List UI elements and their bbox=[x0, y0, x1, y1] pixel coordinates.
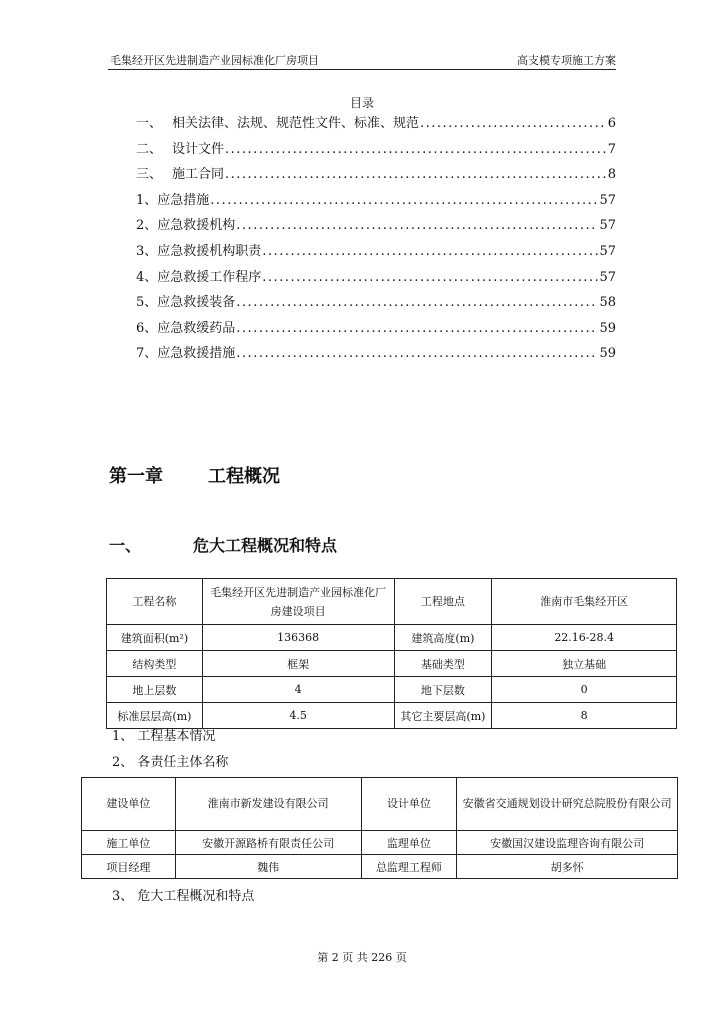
toc-item[interactable] bbox=[136, 189, 616, 215]
table-cell: 监理单位 bbox=[361, 831, 457, 855]
toc-item-page: 8 bbox=[607, 167, 616, 183]
table-row bbox=[82, 855, 678, 879]
table-cell: 项目经理 bbox=[82, 855, 176, 879]
table-cell: 独立基础 bbox=[492, 651, 677, 677]
table-cell: 安徽国汉建设监理咨询有限公司 bbox=[457, 831, 678, 855]
toc-leader bbox=[236, 321, 598, 336]
toc-item-number: 6、 bbox=[136, 320, 158, 336]
toc-item-label: 应急救援工作程序 bbox=[157, 269, 262, 285]
chapter-title: 工程概况 bbox=[208, 466, 280, 487]
toc-leader bbox=[236, 346, 598, 361]
toc-item-number: 1、 bbox=[136, 192, 158, 208]
toc-item[interactable] bbox=[136, 317, 616, 343]
table-cell: 基础类型 bbox=[394, 651, 492, 677]
toc-item-number: 3、 bbox=[136, 243, 158, 259]
toc-item-number: 5、 bbox=[136, 295, 158, 311]
chapter-number: 第一章 bbox=[109, 466, 163, 487]
section-heading bbox=[109, 533, 337, 556]
table-of-contents bbox=[136, 112, 616, 368]
toc-leader bbox=[236, 295, 598, 310]
toc-leader bbox=[210, 193, 598, 208]
table-row bbox=[107, 677, 677, 703]
table-cell: 4 bbox=[202, 677, 394, 703]
table-cell: 标准层层高(m) bbox=[107, 703, 203, 729]
toc-item-label: 应急救援机构 bbox=[157, 218, 236, 234]
toc-item[interactable] bbox=[136, 342, 616, 368]
table-cell: 框架 bbox=[202, 651, 394, 677]
header-divider bbox=[108, 69, 616, 70]
table-cell: 136368 bbox=[202, 625, 394, 651]
table-cell: 胡多怀 bbox=[457, 855, 678, 879]
project-overview-table bbox=[106, 578, 677, 729]
table-cell: 其它主要层高(m) bbox=[394, 703, 492, 729]
table-cell: 工程地点 bbox=[394, 579, 492, 625]
toc-item-number: 2、 bbox=[136, 218, 158, 234]
toc-item-number: 7、 bbox=[136, 346, 158, 362]
toc-item-label: 设计文件 bbox=[172, 141, 225, 157]
toc-item-page: 59 bbox=[599, 346, 616, 362]
toc-item-number: 二、 bbox=[136, 141, 163, 157]
toc-item-page: 57 bbox=[599, 243, 616, 259]
header-project-name: 毛集经开区先进制造产业园标准化厂房项目 bbox=[110, 54, 319, 67]
toc-item-number: 4、 bbox=[136, 269, 158, 285]
table-cell: 安徽开源路桥有限责任公司 bbox=[175, 831, 361, 855]
page-footer: 第 2 页 共 226 页 bbox=[317, 951, 407, 964]
toc-item[interactable] bbox=[136, 112, 616, 138]
chapter-heading bbox=[109, 462, 280, 488]
table-cell: 毛集经开区先进制造产业园标准化厂房建设项目 bbox=[202, 579, 394, 625]
subsection-hazard-overview: 3、 危大工程概况和特点 bbox=[112, 889, 255, 904]
toc-item-label: 应急措施 bbox=[157, 192, 210, 208]
toc-leader bbox=[225, 142, 607, 157]
toc-leader bbox=[262, 244, 598, 259]
toc-title: 目录 bbox=[349, 96, 374, 110]
toc-leader bbox=[236, 218, 598, 233]
table-cell: 施工单位 bbox=[82, 831, 176, 855]
toc-item-label: 应急救援装备 bbox=[157, 295, 236, 311]
table-row bbox=[107, 579, 677, 625]
toc-item-number: 一、 bbox=[136, 116, 163, 131]
toc-item[interactable] bbox=[136, 240, 616, 266]
toc-item-page: 58 bbox=[599, 295, 616, 311]
table-cell: 结构类型 bbox=[107, 651, 203, 677]
table-cell: 设计单位 bbox=[361, 778, 457, 831]
table-cell: 魏伟 bbox=[175, 855, 361, 879]
toc-item-label: 相关法律、法规、规范性文件、标准、规范 bbox=[172, 116, 420, 131]
toc-item-page: 7 bbox=[607, 141, 616, 157]
table-cell: 建筑面积(m²) bbox=[107, 625, 203, 651]
toc-item[interactable] bbox=[136, 138, 616, 164]
toc-item[interactable] bbox=[136, 214, 616, 240]
table-cell: 安徽省交通规划设计研究总院股份有限公司 bbox=[457, 778, 678, 831]
table-cell: 淮南市毛集经开区 bbox=[492, 579, 677, 625]
toc-item-number: 三、 bbox=[136, 167, 163, 183]
table-cell: 总监理工程师 bbox=[361, 855, 457, 879]
table-cell: 地下层数 bbox=[394, 677, 492, 703]
subsection-parties: 2、 各责任主体名称 bbox=[112, 755, 229, 770]
toc-item-label: 应急救援机构职责 bbox=[157, 243, 262, 259]
toc-leader bbox=[262, 270, 598, 285]
toc-item-page: 59 bbox=[599, 320, 616, 336]
toc-item-page: 57 bbox=[599, 192, 616, 208]
toc-item-label: 应急救缓药品 bbox=[157, 320, 236, 336]
section-title: 危大工程概况和特点 bbox=[193, 536, 338, 555]
table-row bbox=[82, 778, 678, 831]
toc-item-label: 施工合同 bbox=[172, 167, 225, 183]
toc-item[interactable] bbox=[136, 291, 616, 317]
table-row bbox=[107, 625, 677, 651]
table-cell: 建设单位 bbox=[82, 778, 176, 831]
table-cell: 淮南市新发建设有限公司 bbox=[175, 778, 361, 831]
toc-item-label: 应急救援措施 bbox=[157, 346, 236, 362]
table-cell: 工程名称 bbox=[107, 579, 203, 625]
header-doc-title: 高支模专项施工方案 bbox=[517, 54, 616, 67]
table-cell: 0 bbox=[492, 677, 677, 703]
table-row bbox=[107, 651, 677, 677]
toc-item[interactable] bbox=[136, 163, 616, 189]
toc-leader bbox=[420, 116, 607, 131]
toc-item-page: 57 bbox=[599, 218, 616, 234]
table-cell: 22.16-28.4 bbox=[492, 625, 677, 651]
subsection-basic-info: 1、 工程基本情况 bbox=[112, 729, 216, 744]
toc-leader bbox=[225, 167, 607, 182]
table-cell: 4.5 bbox=[202, 703, 394, 729]
section-number: 一、 bbox=[109, 536, 142, 555]
toc-item[interactable] bbox=[136, 266, 616, 292]
table-cell: 地上层数 bbox=[107, 677, 203, 703]
table-cell: 8 bbox=[492, 703, 677, 729]
toc-item-page: 6 bbox=[607, 116, 616, 131]
responsible-parties-table bbox=[81, 777, 678, 879]
toc-item-page: 57 bbox=[599, 269, 616, 285]
table-cell: 建筑高度(m) bbox=[394, 625, 492, 651]
table-row bbox=[82, 831, 678, 855]
